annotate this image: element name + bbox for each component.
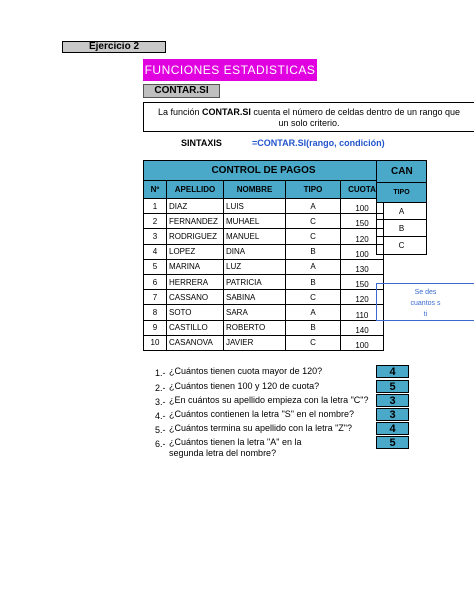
cell-nombre[interactable]: MUHAEL <box>224 214 286 229</box>
question-text: ¿Cuántos tienen 100 y 120 de cuota? <box>169 381 320 391</box>
side-table-title: CAN <box>377 161 427 183</box>
cell-nombre[interactable]: LUZ <box>224 259 286 274</box>
cell-tipo[interactable]: B <box>286 320 341 335</box>
cell-tipo[interactable]: C <box>286 229 341 244</box>
side-table-cell[interactable]: A <box>377 203 427 220</box>
question-number: 5.- <box>155 425 166 435</box>
cell-nombre[interactable]: ROBERTO <box>224 320 286 335</box>
cell-apellido[interactable]: DIAZ <box>167 199 224 214</box>
cell-apellido[interactable]: RODRIGUEZ <box>167 229 224 244</box>
cell-apellido[interactable]: CASSANO <box>167 290 224 305</box>
table-row <box>144 290 384 305</box>
question-number: 6.- <box>155 439 166 449</box>
question-number: 1.- <box>155 368 166 378</box>
cell-tipo[interactable]: B <box>286 274 341 289</box>
banner-title: FUNCIONES ESTADISTICAS <box>143 59 317 81</box>
exercise-label: Ejercicio 2 <box>62 41 166 53</box>
table-row <box>144 259 384 274</box>
cell-apellido[interactable]: CASANOVA <box>167 335 224 350</box>
question-text: ¿En cuántos su apellido empieza con la letra "C"? <box>169 395 369 405</box>
side-table-header: TIPO <box>377 183 427 203</box>
description-text-before: La función <box>157 107 203 117</box>
cell-tipo[interactable]: A <box>286 305 341 320</box>
cell-nombre[interactable]: MANUEL <box>224 229 286 244</box>
answer-cell[interactable]: 5 <box>376 436 409 449</box>
table-row <box>144 229 384 244</box>
cell-apellido[interactable]: FERNANDEZ <box>167 214 224 229</box>
cell-cuota[interactable]: 100 <box>341 199 384 214</box>
note-line-3: ti <box>423 311 428 318</box>
control-de-pagos-table <box>143 160 384 351</box>
cell-tipo[interactable]: C <box>286 214 341 229</box>
cell-tipo[interactable]: C <box>286 335 341 350</box>
cell-nombre[interactable]: PATRICIA <box>224 274 286 289</box>
question-text: ¿Cuántos termina su apellido con la letra "Z"? <box>169 423 352 433</box>
column-header-apellido: APELLIDO <box>167 181 224 199</box>
cell-num[interactable]: 6 <box>144 274 167 289</box>
question-text-continuation: segunda letra del nombre? <box>169 448 277 458</box>
column-header-nombre: NOMBRE <box>224 181 286 199</box>
question-text: ¿Cuántos tienen cuota mayor de 120? <box>169 366 323 376</box>
cell-num[interactable]: 5 <box>144 259 167 274</box>
cell-cuota[interactable]: 100 <box>341 244 384 259</box>
cell-cuota[interactable]: 130 <box>341 259 384 274</box>
answer-cell[interactable]: 4 <box>376 365 409 378</box>
cell-tipo[interactable]: B <box>286 244 341 259</box>
note-line-2: cuantos s <box>410 300 441 307</box>
description-text-line2: un solo criterio. <box>278 118 340 128</box>
column-header-cuota: CUOTA <box>341 181 384 199</box>
table-row <box>144 214 384 229</box>
answer-cell[interactable]: 3 <box>376 408 409 421</box>
cell-num[interactable]: 9 <box>144 320 167 335</box>
cell-cuota[interactable]: 110 <box>341 305 384 320</box>
question-number: 3.- <box>155 397 166 407</box>
description-function-bold: CONTAR.SI <box>202 107 251 117</box>
table-title: CONTROL DE PAGOS <box>144 161 384 181</box>
cell-apellido[interactable]: HERRERA <box>167 274 224 289</box>
cell-num[interactable]: 3 <box>144 229 167 244</box>
table-row <box>144 320 384 335</box>
cell-tipo[interactable]: A <box>286 259 341 274</box>
side-table-cell[interactable]: C <box>377 237 427 254</box>
description-text-after: cuenta el número de celdas dentro de un rango que <box>250 107 461 117</box>
syntax-value: =CONTAR.SI(rango, condición) <box>252 138 385 148</box>
table-row <box>144 199 384 214</box>
cell-num[interactable]: 8 <box>144 305 167 320</box>
function-name-label: CONTAR.SI <box>143 84 220 98</box>
answer-cell[interactable]: 3 <box>376 394 409 407</box>
cell-nombre[interactable]: SARA <box>224 305 286 320</box>
column-header-num: Nº <box>144 181 167 199</box>
cell-apellido[interactable]: CASTILLO <box>167 320 224 335</box>
syntax-label: SINTAXIS <box>181 138 222 148</box>
answer-cell[interactable]: 4 <box>376 422 409 435</box>
cell-cuota[interactable]: 140 <box>341 320 384 335</box>
question-number: 4.- <box>155 411 166 421</box>
table-row <box>144 305 384 320</box>
table-row <box>144 274 384 289</box>
cell-tipo[interactable]: C <box>286 290 341 305</box>
column-header-tipo: TIPO <box>286 181 341 199</box>
note-line-1: Se des <box>414 289 437 296</box>
cell-nombre[interactable]: LUIS <box>224 199 286 214</box>
function-description <box>143 102 474 132</box>
cell-num[interactable]: 1 <box>144 199 167 214</box>
cell-apellido[interactable]: LOPEZ <box>167 244 224 259</box>
cell-num[interactable]: 2 <box>144 214 167 229</box>
question-text: ¿Cuántos contienen la letra "S" en el nombre? <box>169 409 354 419</box>
cell-num[interactable]: 10 <box>144 335 167 350</box>
cell-cuota[interactable]: 150 <box>341 214 384 229</box>
side-table-cell[interactable]: B <box>377 220 427 237</box>
cell-apellido[interactable]: MARINA <box>167 259 224 274</box>
cell-tipo[interactable]: A <box>286 199 341 214</box>
table-row <box>144 335 384 350</box>
cell-nombre[interactable]: SABINA <box>224 290 286 305</box>
question-text: ¿Cuántos tienen la letra "A" en la <box>169 437 302 447</box>
answer-cell[interactable]: 5 <box>376 380 409 393</box>
instruction-note <box>376 283 474 321</box>
cell-cuota[interactable]: 150 <box>341 274 384 289</box>
cell-num[interactable]: 7 <box>144 290 167 305</box>
cell-apellido[interactable]: SOTO <box>167 305 224 320</box>
table-row <box>144 244 384 259</box>
cell-nombre[interactable]: DINA <box>224 244 286 259</box>
cell-num[interactable]: 4 <box>144 244 167 259</box>
cell-cuota[interactable]: 120 <box>341 229 384 244</box>
question-number: 2.- <box>155 383 166 393</box>
cell-nombre[interactable]: JAVIER <box>224 335 286 350</box>
side-count-table <box>376 160 427 255</box>
cell-cuota[interactable]: 120 <box>341 290 384 305</box>
cell-cuota[interactable]: 100 <box>341 335 384 350</box>
